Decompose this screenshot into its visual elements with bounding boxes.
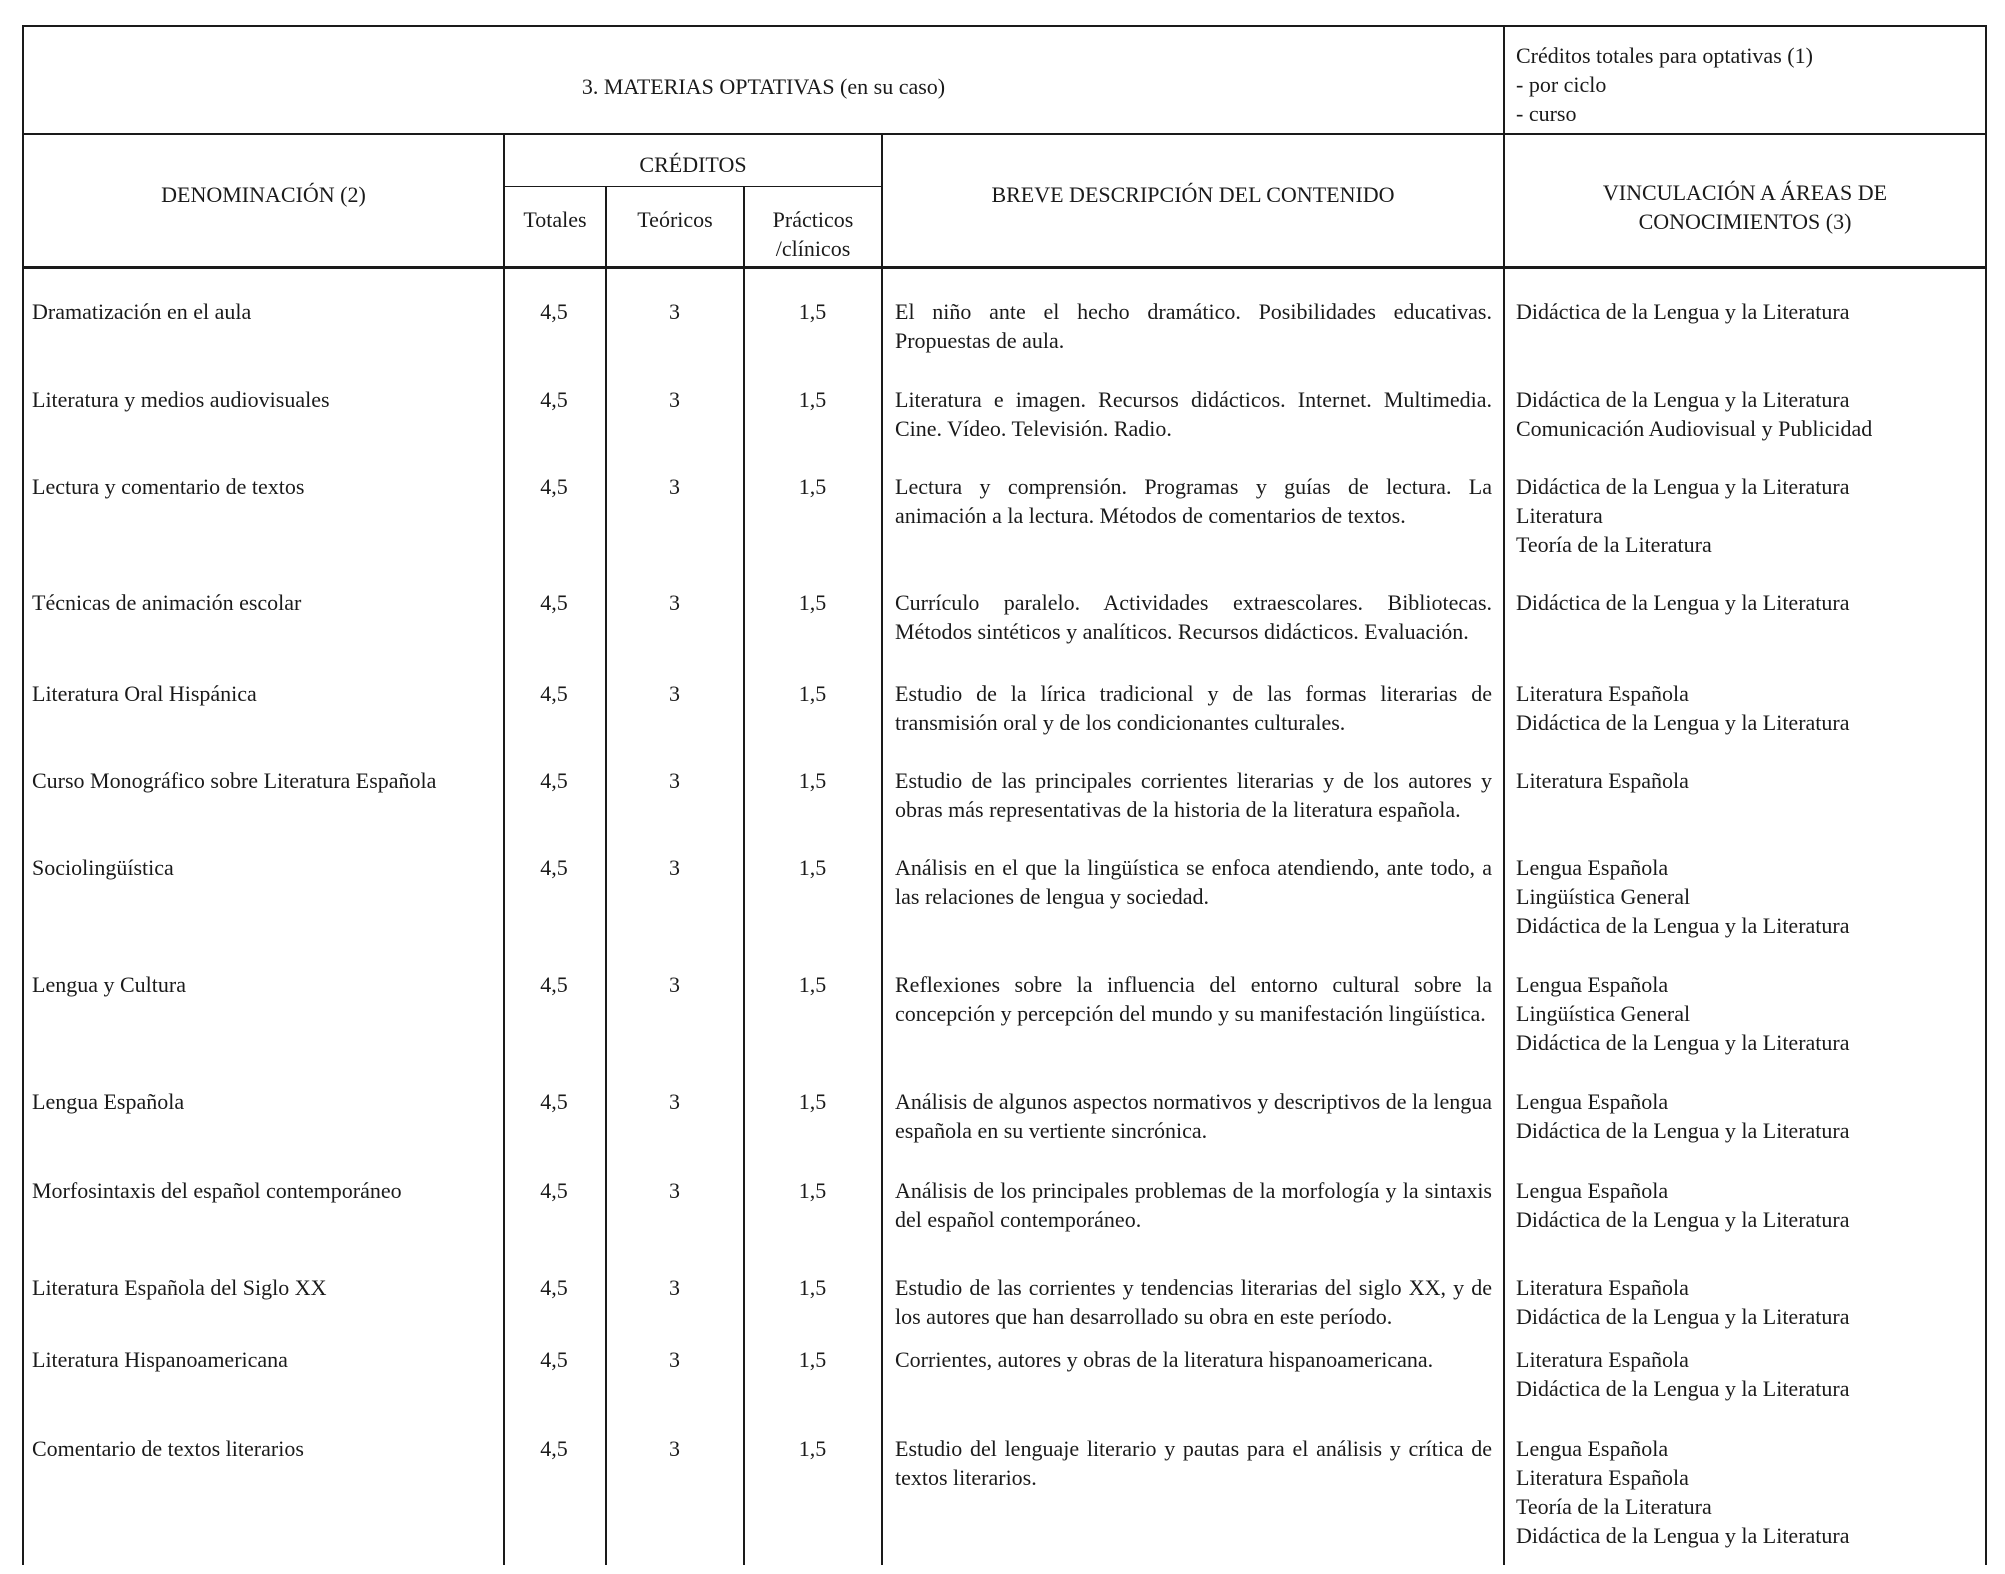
row-denominacion: Lectura y comentario de textos [32, 474, 305, 499]
section-title: 3. MATERIAS OPTATIVAS (en su caso) [581, 74, 946, 99]
row-totales: 4,5 [540, 681, 568, 706]
row-area-item: Literatura Española [1516, 1275, 1689, 1300]
row-area-item: Didáctica de la Lengua y la Literatura [1516, 1030, 1850, 1055]
row-descripcion: Análisis en el que la lingüística se enfoca atendiendo, ante todo, a las relaciones de lengua y sociedad. [895, 855, 1492, 909]
row-area-item: Didáctica de la Lengua y la Literatura [1516, 913, 1850, 938]
col-rule-descripcion [1503, 26, 1505, 1565]
row-denominacion: Morfosintaxis del español contemporáneo [32, 1178, 402, 1203]
row-area-item: Didáctica de la Lengua y la Literatura [1516, 590, 1850, 615]
row-denominacion: Lengua Española [32, 1089, 185, 1114]
row-areas [1516, 766, 1689, 795]
row-teoricos: 3 [669, 1347, 680, 1372]
row-area-item: Didáctica de la Lengua y la Literatura [1516, 1304, 1850, 1329]
table-row [0, 472, 2005, 557]
row-denominacion: Dramatización en el aula [32, 299, 252, 324]
header-divider [22, 133, 1987, 135]
row-totales: 4,5 [540, 590, 568, 615]
row-area-item: Literatura Española [1516, 1465, 1689, 1490]
row-area-item: Didáctica de la Lengua y la Literatura [1516, 387, 1850, 412]
credits-note-line: Créditos totales para optativas (1) [1516, 43, 1813, 68]
row-totales: 4,5 [540, 387, 568, 412]
row-areas [1516, 1087, 1850, 1145]
row-practicos: 1,5 [798, 1178, 827, 1203]
table-row [0, 970, 2005, 1055]
row-area-item: Didáctica de la Lengua y la Literatura [1516, 1523, 1850, 1548]
col-header-practicos-line: Prácticos [772, 207, 854, 232]
row-practicos: 1,5 [798, 299, 827, 324]
row-totales: 4,5 [540, 768, 568, 793]
border-right [1985, 25, 1987, 1565]
row-area-item: Teoría de la Literatura [1516, 1494, 1712, 1519]
row-descripcion: Estudio de las principales corrientes literarias y de los autores y obras más representativas de la historia de la literatura española. [895, 768, 1492, 822]
row-descripcion: Análisis de los principales problemas de la morfología y la sintaxis del español contemporáneo. [895, 1178, 1492, 1232]
row-practicos: 1,5 [798, 1275, 827, 1300]
col-header-totales: Totales [523, 207, 587, 232]
row-teoricos: 3 [669, 1436, 680, 1461]
row-areas [1516, 472, 1850, 559]
row-areas [1516, 297, 1850, 326]
row-teoricos: 3 [669, 474, 680, 499]
col-header-vinculacion-line: VINCULACIÓN A ÁREAS DE [1602, 180, 1888, 205]
row-totales: 4,5 [540, 1436, 568, 1461]
row-area-item: Lengua Española [1516, 1436, 1669, 1461]
col-header-denominacion: DENOMINACIÓN (2) [161, 182, 366, 207]
row-denominacion: Literatura Española del Siglo XX [32, 1275, 327, 1300]
row-totales: 4,5 [540, 1347, 568, 1372]
table-row [0, 853, 2005, 938]
row-practicos: 1,5 [798, 1436, 827, 1461]
row-practicos: 1,5 [798, 1347, 827, 1372]
col-rule-practicos [881, 134, 883, 1565]
row-descripcion: Estudio del lenguaje literario y pautas para el análisis y crítica de textos literarios. [895, 1436, 1492, 1490]
row-descripcion: Lectura y comprensión. Programas y guías de lectura. La animación a la lectura. Métodos de comentarios de textos. [895, 474, 1492, 528]
row-area-item: Didáctica de la Lengua y la Literatura [1516, 1376, 1850, 1401]
row-teoricos: 3 [669, 855, 680, 880]
row-descripcion: Literatura e imagen. Recursos didácticos. Internet. Multimedia. Cine. Vídeo. Televisión. Radio. [895, 387, 1492, 441]
row-area-item: Lingüística General [1516, 884, 1691, 909]
row-areas [1516, 679, 1850, 737]
row-area-item: Lengua Española [1516, 972, 1669, 997]
row-totales: 4,5 [540, 474, 568, 499]
row-area-item: Teoría de la Literatura [1516, 532, 1712, 557]
row-totales: 4,5 [540, 1275, 568, 1300]
row-descripcion: Estudio de la lírica tradicional y de las formas literarias de transmisión oral y de los condicionantes culturales. [895, 681, 1492, 735]
col-header-vinculacion [1505, 178, 1985, 236]
row-denominacion: Lengua y Cultura [32, 972, 186, 997]
row-denominacion: Curso Monográfico sobre Literatura Española [32, 768, 437, 793]
row-areas [1516, 853, 1850, 940]
row-area-item: Didáctica de la Lengua y la Literatura [1516, 299, 1850, 324]
row-practicos: 1,5 [798, 387, 827, 412]
row-area-item: Didáctica de la Lengua y la Literatura [1516, 710, 1850, 735]
header-bottom-rule [22, 266, 1987, 269]
row-descripcion: Reflexiones sobre la influencia del entorno cultural sobre la concepción y percepción del mundo y su manifestación lingüística. [895, 972, 1492, 1026]
row-denominacion: Comentario de textos literarios [32, 1436, 304, 1461]
row-denominacion: Literatura Oral Hispánica [32, 681, 257, 706]
row-teoricos: 3 [669, 1178, 680, 1203]
row-area-item: Didáctica de la Lengua y la Literatura [1516, 474, 1850, 499]
table-row [0, 297, 2005, 353]
row-teoricos: 3 [669, 768, 680, 793]
row-area-item: Comunicación Audiovisual y Publicidad [1516, 416, 1873, 441]
row-practicos: 1,5 [798, 972, 827, 997]
row-descripcion: Currículo paralelo. Actividades extraescolares. Bibliotecas. Métodos sintéticos y analíticos. Recursos didácticos. Evaluación. [895, 590, 1492, 644]
col-header-practicos [745, 205, 881, 263]
col-header-teoricos: Teóricos [637, 207, 713, 232]
row-denominacion: Sociolingüística [32, 855, 174, 880]
row-teoricos: 3 [669, 972, 680, 997]
row-denominacion: Literatura Hispanoamericana [32, 1347, 288, 1372]
row-area-item: Literatura Española [1516, 681, 1689, 706]
row-areas [1516, 970, 1850, 1057]
row-area-item: Lengua Española [1516, 855, 1669, 880]
row-teoricos: 3 [669, 1275, 680, 1300]
border-left [22, 25, 24, 1565]
row-practicos: 1,5 [798, 768, 827, 793]
row-totales: 4,5 [540, 1178, 568, 1203]
row-denominacion: Técnicas de animación escolar [32, 590, 302, 615]
row-areas [1516, 1434, 1850, 1550]
row-practicos: 1,5 [798, 681, 827, 706]
row-area-item: Lengua Española [1516, 1089, 1669, 1114]
row-denominacion: Literatura y medios audiovisuales [32, 387, 330, 412]
credits-note-line: - curso [1516, 101, 1577, 126]
row-areas [1516, 385, 1872, 443]
row-totales: 4,5 [540, 1089, 568, 1114]
col-header-practicos-line: /clínicos [775, 236, 851, 261]
row-teoricos: 3 [669, 299, 680, 324]
row-descripcion: Análisis de algunos aspectos normativos y descriptivos de la lengua española en su vertiente sincrónica. [895, 1089, 1492, 1143]
row-area-item: Lengua Española [1516, 1178, 1669, 1203]
row-area-item: Literatura Española [1516, 768, 1689, 793]
row-totales: 4,5 [540, 972, 568, 997]
border-top [22, 25, 1987, 27]
row-areas [1516, 588, 1850, 617]
table-row [0, 1273, 2005, 1329]
table-row [0, 1434, 2005, 1548]
row-area-item: Literatura Española [1516, 1347, 1689, 1372]
creditos-divider [503, 186, 882, 187]
row-areas [1516, 1273, 1850, 1331]
row-totales: 4,5 [540, 855, 568, 880]
col-header-descripcion: BREVE DESCRIPCIÓN DEL CONTENIDO [991, 182, 1395, 207]
row-areas [1516, 1345, 1850, 1403]
table-row [0, 1345, 2005, 1401]
row-descripcion: El niño ante el hecho dramático. Posibilidades educativas. Propuestas de aula. [895, 299, 1492, 353]
table-row [0, 385, 2005, 441]
row-area-item: Literatura [1516, 503, 1603, 528]
row-teoricos: 3 [669, 590, 680, 615]
table-row [0, 1176, 2005, 1232]
row-area-item: Didáctica de la Lengua y la Literatura [1516, 1118, 1850, 1143]
table-row [0, 766, 2005, 822]
table-row [0, 679, 2005, 735]
table-row [0, 588, 2005, 644]
row-teoricos: 3 [669, 681, 680, 706]
row-descripcion: Corrientes, autores y obras de la literatura hispanoamericana. [895, 1347, 1434, 1372]
row-practicos: 1,5 [798, 1089, 827, 1114]
row-descripcion: Estudio de las corrientes y tendencias literarias del siglo XX, y de los autores que han desarrollado su obra en este período. [895, 1275, 1492, 1329]
row-area-item: Lingüística General [1516, 1001, 1691, 1026]
col-header-creditos: CRÉDITOS [639, 152, 747, 177]
row-practicos: 1,5 [798, 590, 827, 615]
row-area-item: Didáctica de la Lengua y la Literatura [1516, 1207, 1850, 1232]
credits-note [1516, 41, 1813, 128]
row-teoricos: 3 [669, 387, 680, 412]
row-practicos: 1,5 [798, 474, 827, 499]
col-header-vinculacion-line: CONOCIMIENTOS (3) [1638, 209, 1852, 234]
row-practicos: 1,5 [798, 855, 827, 880]
row-totales: 4,5 [540, 299, 568, 324]
table-row [0, 1087, 2005, 1143]
credits-note-line: - por ciclo [1516, 72, 1607, 97]
row-areas [1516, 1176, 1850, 1234]
row-teoricos: 3 [669, 1089, 680, 1114]
